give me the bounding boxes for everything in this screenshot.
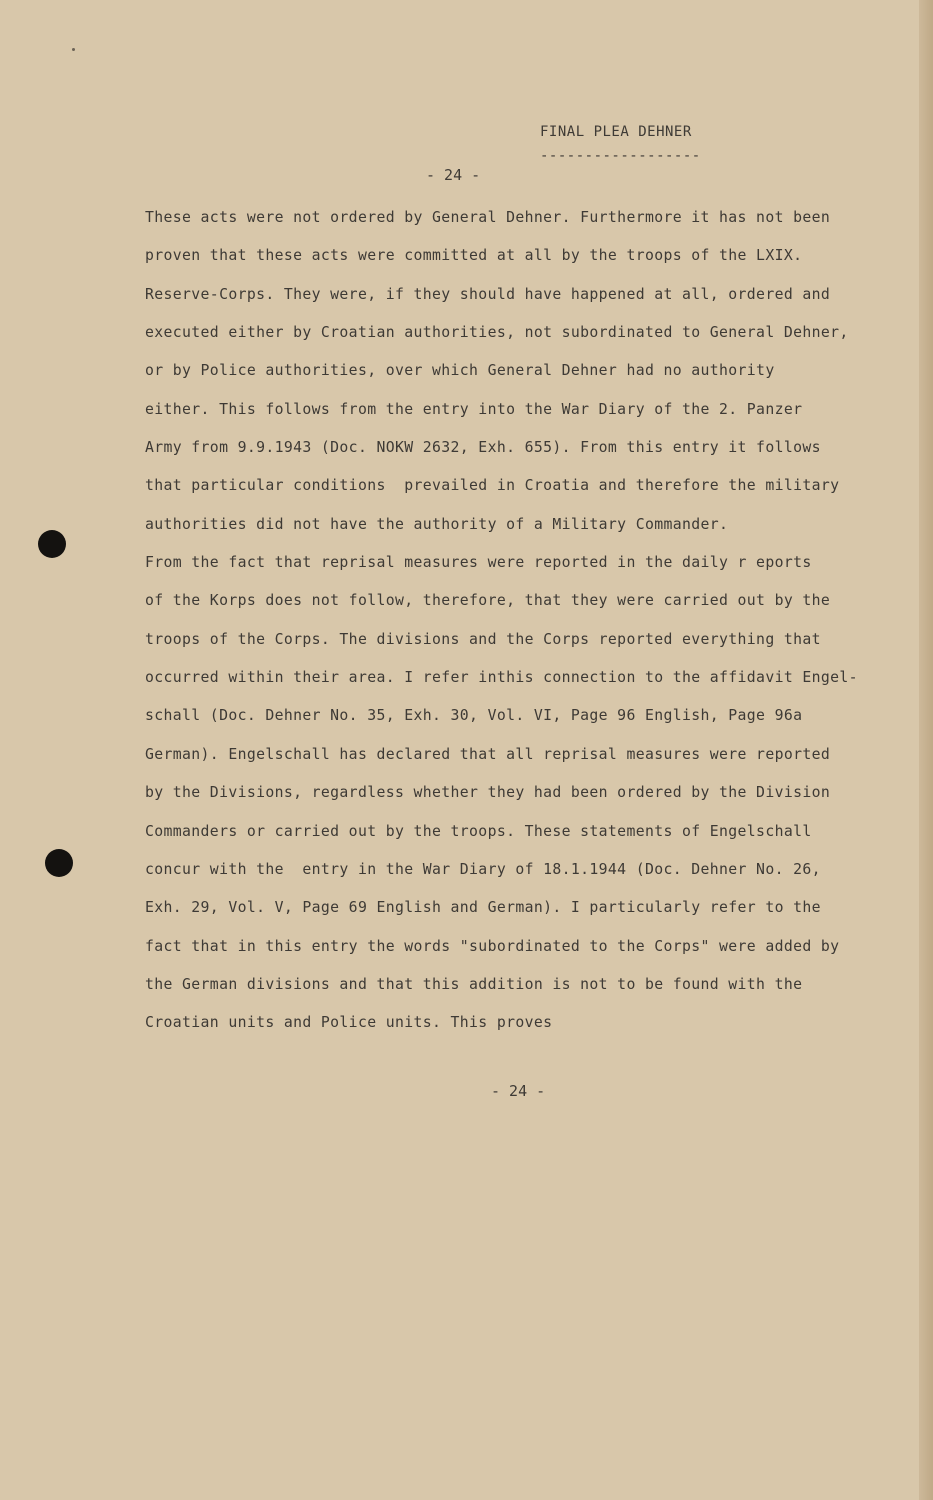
text-line: schall (Doc. Dehner No. 35, Exh. 30, Vol. VI, Page 96 English, Page 96a	[145, 707, 803, 725]
page-number-bottom: - 24 -	[491, 1082, 546, 1100]
text-line: Exh. 29, Vol. V, Page 69 English and German). I particularly refer to the	[145, 899, 821, 917]
text-line: Army from 9.9.1943 (Doc. NOKW 2632, Exh. 655). From this entry it follows	[145, 439, 821, 457]
text-line: These acts were not ordered by General Dehner. Furthermore it has not been	[145, 209, 831, 226]
document-header: FINAL PLEA DEHNER	[540, 124, 692, 140]
text-line: executed either by Croatian authorities, not subordinated to General Dehner,	[145, 324, 849, 342]
text-line: of the Korps does not follow, therefore, that they were carried out by the	[145, 592, 831, 610]
text-line: that particular conditions prevailed in Croatia and therefore the military	[145, 477, 840, 495]
text-line: German). Engelschall has declared that all reprisal measures were reported	[145, 745, 831, 763]
text-line: concur with the entry in the War Diary of 18.1.1944 (Doc. Dehner No. 26,	[145, 860, 821, 878]
text-line: by the Divisions, regardless whether they had been ordered by the Division	[145, 784, 831, 802]
text-line: From the fact that reprisal measures were reported in the daily r eports	[145, 554, 812, 572]
header-underline: ------------------	[540, 148, 701, 164]
text-line: either. This follows from the entry into the War Diary of the 2. Panzer	[145, 400, 803, 418]
text-line: fact that in this entry the words "subordinated to the Corps" were added by	[145, 937, 840, 955]
document-body	[145, 199, 885, 1043]
text-line: troops of the Corps. The divisions and the Corps reported everything that	[145, 630, 821, 648]
punch-hole	[45, 849, 73, 877]
text-line: Croatian units and Police units. This proves	[145, 1014, 553, 1032]
punch-hole	[38, 530, 66, 558]
text-line: authorities did not have the authority of a Military Commander.	[145, 515, 729, 533]
text-line: the German divisions and that this addition is not to be found with the	[145, 975, 803, 993]
page-number-top: - 24 -	[426, 166, 481, 184]
paper-edge	[919, 0, 933, 1500]
paper-speck	[72, 48, 75, 51]
text-line: or by Police authorities, over which General Dehner had no authority	[145, 362, 775, 380]
text-line: Commanders or carried out by the troops. These statements of Engelschall	[145, 822, 812, 840]
text-line: proven that these acts were committed at all by the troops of the LXIX.	[145, 247, 803, 265]
text-line: occurred within their area. I refer inthis connection to the affidavit Engel-	[145, 669, 858, 687]
text-line: Reserve-Corps. They were, if they should have happened at all, ordered and	[145, 285, 831, 303]
